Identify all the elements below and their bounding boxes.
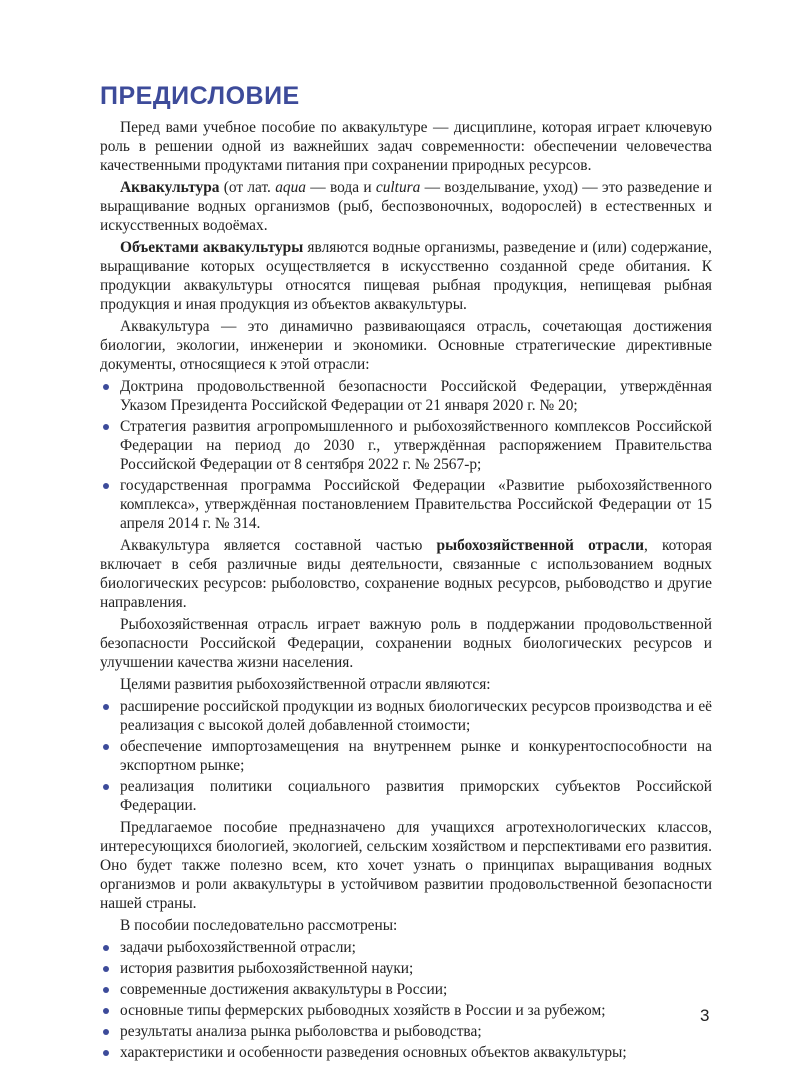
- latin-aqua: aqua: [275, 179, 306, 196]
- list-item: реализация политики социального развития приморских субъектов Российской Федерации.: [120, 777, 712, 815]
- list-item: расширение российской продукции из водных биологических ресурсов производства и её реализация с высокой долей добавленной стоимости;: [120, 697, 712, 735]
- bullet-icon: [103, 384, 109, 390]
- list-item: основные типы фермерских рыбоводных хозяйств в России и за рубежом;: [120, 1001, 712, 1020]
- paragraph-topics-intro: В пособии последовательно рассмотрены:: [120, 917, 398, 934]
- list-item: результаты анализа рынка рыболовства и рыбоводства;: [120, 1022, 712, 1041]
- list-item: история развития рыбохозяйственной науки;: [120, 959, 712, 978]
- bullet-icon: [103, 1029, 109, 1035]
- bullet-icon: [103, 744, 109, 750]
- bullet-icon: [103, 483, 109, 489]
- paragraph-industry: Аквакультура — это динамично развивающаяся отрасль, сочетающая достижения биологии, экологии, инженерии и экономики. Основные стратегические директивные документы, относящиеся к этой отрасли:: [100, 318, 712, 373]
- paragraph-goals-intro: Целями развития рыбохозяйственной отрасли являются:: [120, 676, 491, 693]
- list-item: задачи рыбохозяйственной отрасли;: [120, 938, 712, 957]
- paragraph-aquaculture-objects: Объектами аквакультуры являются водные организмы, разведение и (или) содержание, выращивание которых осуществляется в искусственно созданной среде обитания. К продукции аквакультуры относятся пищевая рыбная продукция, непищевая рыбная продукция и иная продукция из объектов аквакультуры.: [100, 239, 712, 313]
- bullet-icon: [103, 704, 109, 710]
- bullet-icon: [103, 987, 109, 993]
- term-fishery-sector: рыбохозяйственной отрасли: [436, 537, 644, 554]
- list-item: Доктрина продовольственной безопасности Российской Федерации, утверждённая Указом Президента Российской Федерации от 21 января 2020 г. № 20;: [120, 377, 712, 415]
- bullet-icon: [103, 1050, 109, 1056]
- paragraph-aquaculture-definition: Аквакультура (от лат. aqua — вода и cultura — возделывание, уход) — это разведение и выращивание водных организмов (рыб, беспозвоночных, водорослей) в естественных и искусственных водоёмах.: [100, 179, 712, 234]
- bullet-icon: [103, 1008, 109, 1014]
- paragraph-audience: Предлагаемое пособие предназначено для учащихся агротехнологических классов, интересующихся биологией, экологией, сельским хозяйством и перспективами его развития. Оно будет также полезно всем, кто хочет узнать о принципах выращивания водных организмов и роли аквакультуры в устойчивом развитии продовольственной безопасности нашей страны.: [100, 819, 712, 912]
- latin-cultura: cultura: [375, 179, 421, 196]
- list-item: характеристики и особенности разведения основных объектов аквакультуры;: [120, 1043, 712, 1062]
- bullet-icon: [103, 784, 109, 790]
- bullet-icon: [103, 966, 109, 972]
- paragraph-intro: Перед вами учебное пособие по аквакультуре — дисциплине, которая играет ключевую роль в решении одной из важнейших задач современности: обеспечении человечества качественными продуктами питания при сохранении природных ресурсов.: [100, 119, 712, 174]
- bullet-icon: [103, 945, 109, 951]
- paragraph-fishery-sector: Аквакультура является составной частью рыбохозяйственной отрасли, которая включает в себя различные виды деятельности, связанные с использованием водных биологических ресурсов: рыболовство, сохранение водных ресурсов, рыбоводство и другие направления.: [100, 537, 712, 611]
- page-number: 3: [700, 1006, 710, 1025]
- paragraph-fishery-role: Рыбохозяйственная отрасль играет важную роль в поддержании продовольственной безопасности Российской Федерации, сохранении водных биологических ресурсов и улучшении качества жизни населения.: [100, 616, 712, 671]
- bullet-icon: [103, 424, 109, 430]
- topics-list: [100, 938, 712, 1062]
- list-item: обеспечение импортозамещения на внутреннем рынке и конкурентоспособности на экспортном рынке;: [120, 737, 712, 775]
- page-title: ПРЕДИСЛОВИЕ: [100, 82, 300, 110]
- list-item: государственная программа Российской Федерации «Развитие рыбохозяйственного комплекса», утверждённая постановлением Правительства Российской Федерации от 15 апреля 2014 г. № 314.: [120, 476, 712, 533]
- term-aquaculture-objects: Объектами аквакультуры: [120, 239, 304, 256]
- list-item: Стратегия развития агропромышленного и рыбохозяйственного комплексов Российской Федерации на период до 2030 г., утверждённая распоряжением Правительства Российской Федерации от 8 сентября 2022 г. № 2567-р;: [120, 417, 712, 474]
- documents-list: [100, 377, 712, 533]
- term-aquaculture: Аквакультура: [120, 179, 220, 196]
- preface-body: [100, 118, 712, 1065]
- goals-list: [100, 697, 712, 815]
- list-item: современные достижения аквакультуры в России;: [120, 980, 712, 999]
